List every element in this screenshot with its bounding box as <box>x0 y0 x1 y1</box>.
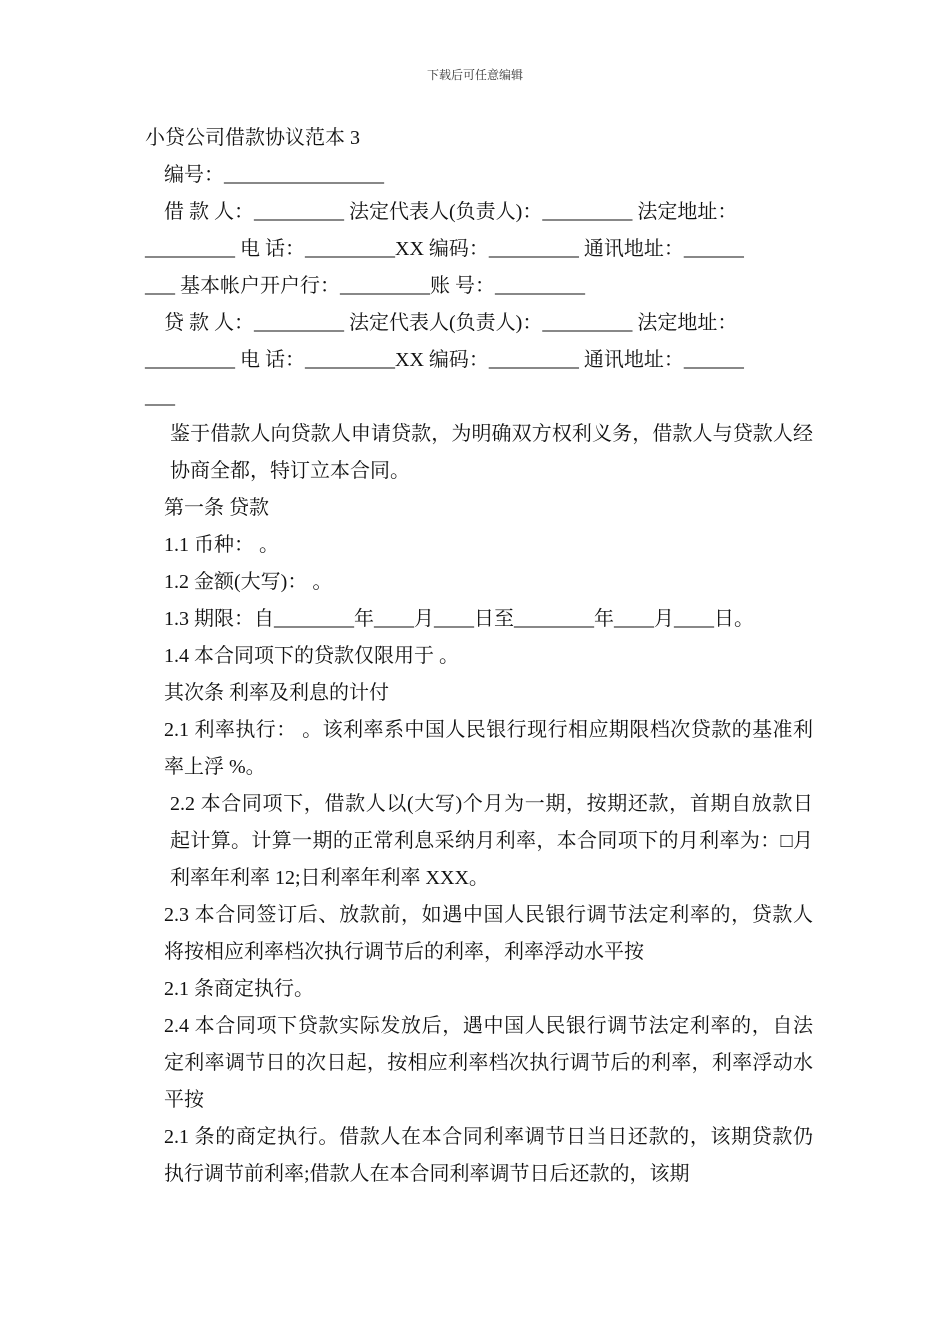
borrower-line-3: ___ 基本帐户开户行：_________账 号：_________ <box>145 275 585 297</box>
article-2-heading: 其次条 利率及利息的计付 <box>164 682 389 704</box>
article-1-item: 1.3 期限：自________年____月____日至________年____月____日。 <box>164 608 754 630</box>
lender-line-1: 贷 款 人：_________ 法定代表人(负责人)：_________ 法定地址： <box>164 312 738 334</box>
preamble-paragraph: 鉴于借款人向贷款人申请贷款，为明确双方权利义务，借款人与贷款人经协商全都，特订立本合同。 <box>170 423 813 482</box>
clause-2-2: 2.2 本合同项下，借款人以(大写)个月为一期，按期还款，首期自放款日起计算。计算一期的正常利息采纳月利率，本合同项下的月利率为：□月利率年利率 12;日利率年利率 XXX。 <box>170 793 813 889</box>
document-body <box>145 120 813 1193</box>
contract-number-line: 编号：________________ <box>164 164 384 186</box>
lender-line-2: _________ 电 话：_________XX 编码：_________ 通讯地址：______ <box>145 349 744 371</box>
article-1-item: 1.4 本合同项下的贷款仅限用于 。 <box>164 645 459 667</box>
clause-2-1: 2.1 利率执行： 。该利率系中国人民银行现行相应期限档次贷款的基准利率上浮 %。 <box>164 719 813 778</box>
article-1-item: 1.1 币种： 。 <box>164 534 279 556</box>
document-title: 小贷公司借款协议范本 3 <box>145 127 360 149</box>
header-note: 下载后可任意编辑 <box>426 68 523 82</box>
clause-2-3-continuation: 2.1 条商定执行。 <box>164 978 314 1000</box>
borrower-line-2: _________ 电 话：_________XX 编码：_________ 通讯地址：______ <box>145 238 744 260</box>
clause-2-4: 2.4 本合同项下贷款实际发放后，遇中国人民银行调节法定利率的，自法定利率调节日的次日起，按相应利率档次执行调节后的利率，利率浮动水平按 <box>164 1015 813 1111</box>
borrower-line-1: 借 款 人：_________ 法定代表人(负责人)：_________ 法定地址： <box>164 201 738 223</box>
lender-line-3: ___ <box>145 386 175 408</box>
article-1-item: 1.2 金额(大写)： 。 <box>164 571 333 593</box>
clause-2-4-continuation: 2.1 条的商定执行。借款人在本合同利率调节日当日还款的，该期贷款仍执行调节前利率;借款人在本合同利率调节日后还款的，该期 <box>164 1126 813 1185</box>
clause-2-3: 2.3 本合同签订后、放款前，如遇中国人民银行调节法定利率的，贷款人将按相应利率档次执行调节后的利率，利率浮动水平按 <box>164 904 813 963</box>
article-1-heading: 第一条 贷款 <box>164 497 269 519</box>
